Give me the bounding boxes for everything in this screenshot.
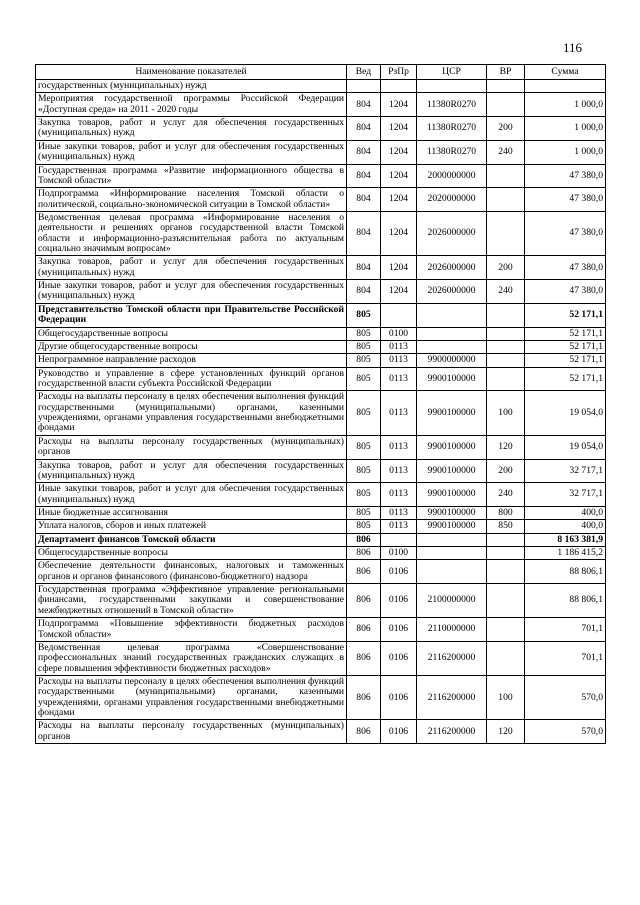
row-name: Ведомственная целевая программа «Совершенствование профессиональных знаний государственных гражданских служащих в сфере повышения эффективности бюджетных расходов» xyxy=(36,641,347,675)
row-csr: 9900000000 xyxy=(417,354,487,367)
row-sum: 88 806,1 xyxy=(525,584,606,618)
row-vr: 200 xyxy=(487,459,525,483)
row-csr xyxy=(417,80,487,93)
table-row xyxy=(36,547,606,560)
row-vr: 240 xyxy=(487,483,525,507)
row-name: Государственная программа «Развитие информационного общества в Томской области» xyxy=(36,164,347,188)
table-row xyxy=(36,533,606,546)
row-name: Иные закупки товаров, работ и услуг для обеспечения государственных (муниципальных) нужд xyxy=(36,483,347,507)
table-row xyxy=(36,391,606,435)
row-vr xyxy=(487,354,525,367)
row-rzpr: 0113 xyxy=(381,435,417,459)
row-csr xyxy=(417,533,487,546)
row-vr xyxy=(487,560,525,584)
row-sum: 701,1 xyxy=(525,641,606,675)
row-rzpr: 1204 xyxy=(381,93,417,117)
row-name: Уплата налогов, сборов и иных платежей xyxy=(36,520,347,533)
row-ved: 805 xyxy=(347,459,381,483)
row-sum xyxy=(525,80,606,93)
table-row xyxy=(36,211,606,255)
row-sum: 52 171,1 xyxy=(525,303,606,327)
row-csr: 9900100000 xyxy=(417,483,487,507)
row-ved: 804 xyxy=(347,117,381,141)
table-row xyxy=(36,117,606,141)
row-vr xyxy=(487,211,525,255)
row-vr xyxy=(487,164,525,188)
row-sum: 701,1 xyxy=(525,618,606,642)
row-rzpr: 0100 xyxy=(381,547,417,560)
row-csr: 2100000000 xyxy=(417,584,487,618)
row-vr xyxy=(487,303,525,327)
table-row xyxy=(36,584,606,618)
col-header-ved: Вед xyxy=(347,65,381,80)
table-header-row xyxy=(36,65,606,80)
row-sum: 47 380,0 xyxy=(525,211,606,255)
table-row xyxy=(36,520,606,533)
row-rzpr xyxy=(381,80,417,93)
row-name: Обеспечение деятельности финансовых, налоговых и таможенных органов и органов финансового (финансово-бюджетного) надзора xyxy=(36,560,347,584)
table-row xyxy=(36,560,606,584)
row-ved: 806 xyxy=(347,675,381,719)
row-rzpr: 0113 xyxy=(381,391,417,435)
row-name: Государственная программа «Эффективное управление региональными финансами, государственными закупками и совершенствование межбюджетных отношений в Томской области» xyxy=(36,584,347,618)
row-rzpr: 1204 xyxy=(381,117,417,141)
row-vr: 200 xyxy=(487,256,525,280)
row-name: Непрограммное направление расходов xyxy=(36,354,347,367)
budget-table xyxy=(35,64,606,744)
row-name: Расходы на выплаты персоналу государственных (муниципальных) органов xyxy=(36,435,347,459)
row-vr xyxy=(487,80,525,93)
row-name: Общегосударственные вопросы xyxy=(36,547,347,560)
row-sum: 400,0 xyxy=(525,506,606,519)
table-row xyxy=(36,188,606,212)
row-csr: 11380R0270 xyxy=(417,140,487,164)
row-vr xyxy=(487,188,525,212)
row-vr: 240 xyxy=(487,140,525,164)
row-sum: 32 717,1 xyxy=(525,459,606,483)
row-csr: 2116200000 xyxy=(417,720,487,744)
row-vr: 100 xyxy=(487,391,525,435)
row-csr: 9900100000 xyxy=(417,506,487,519)
row-sum: 47 380,0 xyxy=(525,164,606,188)
row-csr: 2116200000 xyxy=(417,675,487,719)
row-vr xyxy=(487,367,525,391)
row-csr xyxy=(417,327,487,340)
row-vr xyxy=(487,340,525,353)
row-name: Закупка товаров, работ и услуг для обеспечения государственных (муниципальных) нужд xyxy=(36,459,347,483)
row-vr: 100 xyxy=(487,675,525,719)
row-rzpr: 0106 xyxy=(381,720,417,744)
row-ved: 806 xyxy=(347,641,381,675)
row-name: государственных (муниципальных) нужд xyxy=(36,80,347,93)
row-csr: 2116200000 xyxy=(417,641,487,675)
row-ved: 806 xyxy=(347,533,381,546)
row-ved: 805 xyxy=(347,327,381,340)
row-rzpr: 0113 xyxy=(381,520,417,533)
row-rzpr: 1204 xyxy=(381,164,417,188)
table-row xyxy=(36,164,606,188)
row-rzpr xyxy=(381,533,417,546)
row-ved: 805 xyxy=(347,483,381,507)
row-ved: 805 xyxy=(347,303,381,327)
row-rzpr: 1204 xyxy=(381,211,417,255)
row-name: Представительство Томской области при Правительстве Российской Федерации xyxy=(36,303,347,327)
row-ved: 806 xyxy=(347,547,381,560)
row-rzpr: 0113 xyxy=(381,506,417,519)
row-vr: 200 xyxy=(487,117,525,141)
row-ved: 804 xyxy=(347,280,381,304)
table-row xyxy=(36,354,606,367)
row-csr xyxy=(417,547,487,560)
row-csr: 9900100000 xyxy=(417,367,487,391)
row-vr: 850 xyxy=(487,520,525,533)
row-vr xyxy=(487,327,525,340)
row-rzpr: 0113 xyxy=(381,354,417,367)
table-row xyxy=(36,140,606,164)
row-sum: 570,0 xyxy=(525,675,606,719)
table-row xyxy=(36,327,606,340)
row-sum: 47 380,0 xyxy=(525,256,606,280)
row-ved: 804 xyxy=(347,211,381,255)
row-name: Закупка товаров, работ и услуг для обеспечения государственных (муниципальных) нужд xyxy=(36,256,347,280)
col-header-rzpr: РзПр xyxy=(381,65,417,80)
row-sum: 1 186 415,2 xyxy=(525,547,606,560)
table-row xyxy=(36,618,606,642)
row-csr: 2026000000 xyxy=(417,280,487,304)
table-row xyxy=(36,93,606,117)
row-rzpr xyxy=(381,303,417,327)
row-name: Ведомственная целевая программа «Информирование населения о деятельности и решениях органов государственной власти Томской области и информационно-разъяснительная работа по актуальным социально значимым вопросам» xyxy=(36,211,347,255)
row-ved: 805 xyxy=(347,340,381,353)
table-row xyxy=(36,256,606,280)
row-ved: 804 xyxy=(347,140,381,164)
row-csr: 9900100000 xyxy=(417,520,487,533)
row-ved: 805 xyxy=(347,367,381,391)
row-sum: 32 717,1 xyxy=(525,483,606,507)
row-name: Расходы на выплаты персоналу в целях обеспечения выполнения функций государственными (муниципальными) органами, казенными учреждениями, органами управления государственными внебюджетными фондами xyxy=(36,675,347,719)
row-name: Подпрограмма «Информирование населения Томской области о политической, социально-экономической ситуации в Томской области» xyxy=(36,188,347,212)
row-csr xyxy=(417,560,487,584)
row-csr: 9900100000 xyxy=(417,459,487,483)
row-rzpr: 0106 xyxy=(381,584,417,618)
row-sum: 52 171,1 xyxy=(525,354,606,367)
row-vr: 120 xyxy=(487,720,525,744)
row-name: Иные бюджетные ассигнования xyxy=(36,506,347,519)
row-sum: 52 171,1 xyxy=(525,340,606,353)
row-vr xyxy=(487,93,525,117)
row-name: Руководство и управление в сфере установленных функций органов государственной власти субъекта Российской Федерации xyxy=(36,367,347,391)
row-name: Мероприятия государственной программы Российской Федерации «Доступная среда» на 2011 - 2020 годы xyxy=(36,93,347,117)
row-vr xyxy=(487,547,525,560)
row-rzpr: 1204 xyxy=(381,256,417,280)
table-row xyxy=(36,340,606,353)
row-ved: 805 xyxy=(347,506,381,519)
row-rzpr: 0106 xyxy=(381,641,417,675)
table-row xyxy=(36,641,606,675)
row-csr: 2110000000 xyxy=(417,618,487,642)
row-name: Иные закупки товаров, работ и услуг для обеспечения государственных (муниципальных) нужд xyxy=(36,140,347,164)
row-rzpr: 1204 xyxy=(381,188,417,212)
row-ved xyxy=(347,80,381,93)
row-csr xyxy=(417,303,487,327)
row-sum: 19 054,0 xyxy=(525,435,606,459)
row-ved: 804 xyxy=(347,164,381,188)
row-rzpr: 1204 xyxy=(381,140,417,164)
row-csr: 9900100000 xyxy=(417,391,487,435)
row-ved: 804 xyxy=(347,93,381,117)
col-header-name: Наименование показателей xyxy=(36,65,347,80)
row-vr: 240 xyxy=(487,280,525,304)
row-csr xyxy=(417,340,487,353)
row-rzpr: 0106 xyxy=(381,675,417,719)
row-vr: 120 xyxy=(487,435,525,459)
row-sum: 19 054,0 xyxy=(525,391,606,435)
row-rzpr: 0106 xyxy=(381,618,417,642)
table-row xyxy=(36,675,606,719)
row-csr: 2000000000 xyxy=(417,164,487,188)
row-ved: 806 xyxy=(347,720,381,744)
row-sum: 8 163 381,9 xyxy=(525,533,606,546)
row-csr: 2020000000 xyxy=(417,188,487,212)
row-vr xyxy=(487,618,525,642)
row-csr: 9900100000 xyxy=(417,435,487,459)
row-rzpr: 0100 xyxy=(381,327,417,340)
row-sum: 88 806,1 xyxy=(525,560,606,584)
row-sum: 1 000,0 xyxy=(525,93,606,117)
row-rzpr: 0113 xyxy=(381,340,417,353)
row-name: Расходы на выплаты персоналу в целях обеспечения выполнения функций государственными (муниципальными) органами, казенными учреждениями, органами управления государственными внебюджетными фондами xyxy=(36,391,347,435)
row-ved: 806 xyxy=(347,584,381,618)
table-row xyxy=(36,80,606,93)
page-number: 116 xyxy=(562,40,582,55)
row-ved: 804 xyxy=(347,188,381,212)
row-sum: 1 000,0 xyxy=(525,140,606,164)
table-row xyxy=(36,303,606,327)
row-ved: 805 xyxy=(347,435,381,459)
row-sum: 400,0 xyxy=(525,520,606,533)
table-row xyxy=(36,280,606,304)
row-ved: 804 xyxy=(347,256,381,280)
row-sum: 47 380,0 xyxy=(525,280,606,304)
row-csr: 11380R0270 xyxy=(417,93,487,117)
table-row xyxy=(36,720,606,744)
row-name: Расходы на выплаты персоналу государственных (муниципальных) органов xyxy=(36,720,347,744)
row-name: Иные закупки товаров, работ и услуг для обеспечения государственных (муниципальных) нужд xyxy=(36,280,347,304)
table-row xyxy=(36,435,606,459)
col-header-sum: Сумма xyxy=(525,65,606,80)
table-row xyxy=(36,483,606,507)
row-sum: 47 380,0 xyxy=(525,188,606,212)
row-rzpr: 0113 xyxy=(381,367,417,391)
row-name: Общегосударственные вопросы xyxy=(36,327,347,340)
row-ved: 806 xyxy=(347,618,381,642)
row-vr xyxy=(487,641,525,675)
row-rzpr: 1204 xyxy=(381,280,417,304)
row-name: Закупка товаров, работ и услуг для обеспечения государственных (муниципальных) нужд xyxy=(36,117,347,141)
row-name: Другие общегосударственные вопросы xyxy=(36,340,347,353)
row-rzpr: 0113 xyxy=(381,483,417,507)
row-name: Подпрограмма «Повышение эффективности бюджетных расходов Томской области» xyxy=(36,618,347,642)
table-row xyxy=(36,506,606,519)
row-sum: 52 171,1 xyxy=(525,367,606,391)
row-csr: 11380R0270 xyxy=(417,117,487,141)
row-sum: 52 171,1 xyxy=(525,327,606,340)
row-rzpr: 0113 xyxy=(381,459,417,483)
row-sum: 1 000,0 xyxy=(525,117,606,141)
row-sum: 570,0 xyxy=(525,720,606,744)
col-header-vr: ВР xyxy=(487,65,525,80)
row-ved: 806 xyxy=(347,560,381,584)
row-ved: 805 xyxy=(347,354,381,367)
table-row xyxy=(36,459,606,483)
table-row xyxy=(36,367,606,391)
row-rzpr: 0106 xyxy=(381,560,417,584)
row-ved: 805 xyxy=(347,520,381,533)
row-vr xyxy=(487,533,525,546)
row-csr: 2026000000 xyxy=(417,211,487,255)
row-vr xyxy=(487,584,525,618)
row-name: Департамент финансов Томской области xyxy=(36,533,347,546)
row-ved: 805 xyxy=(347,391,381,435)
row-csr: 2026000000 xyxy=(417,256,487,280)
row-vr: 800 xyxy=(487,506,525,519)
col-header-csr: ЦСР xyxy=(417,65,487,80)
